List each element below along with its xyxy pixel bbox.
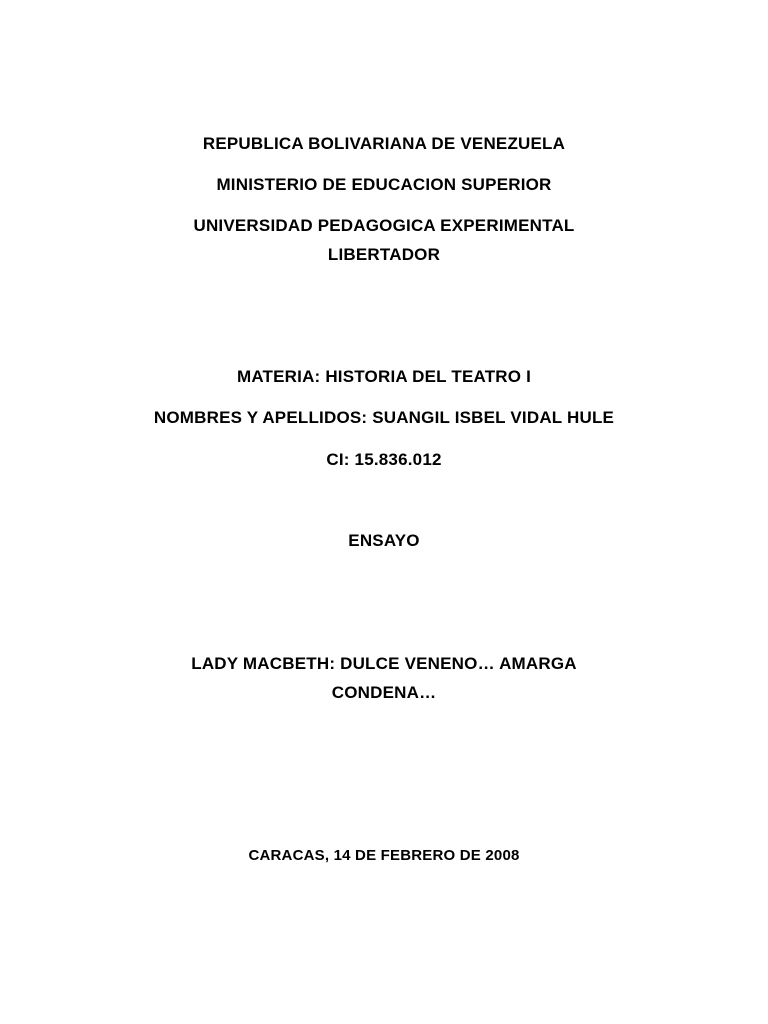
place-date: CARACAS, 14 DE FEBRERO DE 2008 (248, 847, 520, 864)
student-id-line: CI: 15.836.012 (326, 450, 442, 469)
document-type: ENSAYO (348, 531, 420, 550)
university-heading-line2: LIBERTADOR (327, 245, 441, 264)
essay-title-line2: CONDENA… (331, 683, 437, 702)
subject-line: MATERIA: HISTORIA DEL TEATRO I (236, 367, 532, 386)
essay-title-line1: LADY MACBETH: DULCE VENENO… AMARGA (191, 654, 577, 673)
country-heading: REPUBLICA BOLIVARIANA DE VENEZUELA (202, 134, 566, 153)
student-name-line: NOMBRES Y APELLIDOS: SUANGIL ISBEL VIDAL HULE (153, 408, 615, 427)
university-heading-line1: UNIVERSIDAD PEDAGOGICA EXPERIMENTAL (193, 216, 575, 235)
ministry-heading: MINISTERIO DE EDUCACION SUPERIOR (216, 175, 552, 194)
